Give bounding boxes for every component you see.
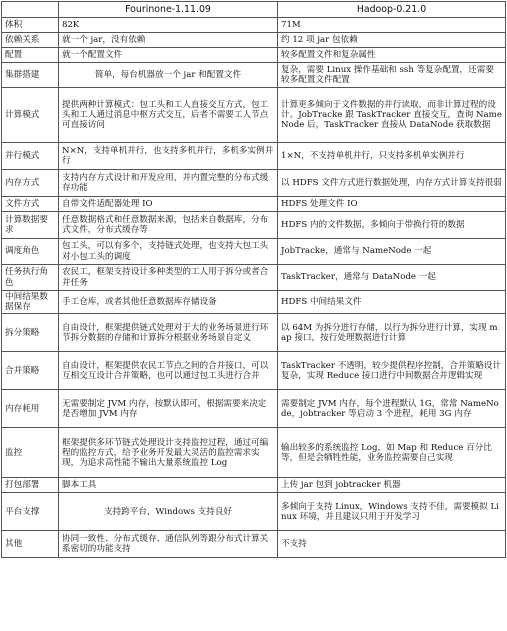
row-label: 依赖关系 [2,33,59,48]
row-label: 调度角色 [2,239,59,265]
table-row [2,63,506,88]
row-label: 计算数据要求 [2,212,59,239]
comparison-table [1,1,506,558]
fourinone-cell: 无需要制定 JVM 内存，按默认即可，根据需要来决定是否增加 JVM 内存 [59,390,278,428]
header-fourinone: Fourinone-1.11.09 [59,2,278,18]
table-row [2,428,506,478]
hadoop-cell: TaskTracker 不透明，较少提供程序控制，合并策略设计复杂，实现 Reduce 接口进行中间数据合并逻辑实现 [278,352,506,390]
hadoop-cell: 上传 jar 包到 jobtracker 机器 [278,478,506,493]
hadoop-cell: 计算更多倾向于文件数据的并行读取，而非计算过程的设计。JobTracke 跟 TaskTracker 直接交互，查询 NameNode 后，TaskTracker 直接从 DataNode 获取数据 [278,88,506,143]
fourinone-cell: 协同一致性、分布式缓存、通信队列等跟分布式计算关系密切的功能支持 [59,531,278,558]
row-label: 拆分策略 [2,314,59,352]
header-hadoop: Hadoop-0.21.0 [278,2,506,18]
row-label: 集群搭建 [2,63,59,88]
fourinone-cell: 自由设计，框架提供链式处理对于大的业务场景进行环节拆分数据的存储和计算拆分根据业务场景自定义 [59,314,278,352]
hadoop-cell: HDFS 处理文件 IO [278,197,506,212]
table-row [2,33,506,48]
row-label: 计算模式 [2,88,59,143]
fourinone-cell: 82K [59,18,278,33]
hadoop-cell: 以 64M 为拆分进行存储，以行为拆分进行计算，实现 map 接口，按行处理数据进行计算 [278,314,506,352]
table-row [2,314,506,352]
fourinone-cell: N×N，支持单机并行，也支持多机并行，多机多实例并行 [59,143,278,170]
table-row [2,143,506,170]
hadoop-cell: 多倾向于支持 Linux，Windows 支持不佳，需要模拟 Linux 环境，并且建议只用于开发学习 [278,493,506,531]
row-label: 中间结果数据保存 [2,291,59,314]
row-label: 平台支撑 [2,493,59,531]
hadoop-cell: 71M [278,18,506,33]
table-row [2,239,506,265]
table-row [2,170,506,197]
hadoop-cell: 1×N，不支持单机并行，只支持多机单实例并行 [278,143,506,170]
hadoop-cell: 复杂，需要 Linux 操作基础和 ssh 等复杂配置，还需要较多配置文件配置 [278,63,506,88]
table-row [2,478,506,493]
row-label: 其他 [2,531,59,558]
row-label: 打包部署 [2,478,59,493]
fourinone-cell: 就一个 jar，没有依赖 [59,33,278,48]
table-row [2,493,506,531]
table-header-row [2,2,506,18]
table-row [2,212,506,239]
fourinone-cell: 简单，每台机器放一个 jar 和配置文件 [59,63,278,88]
fourinone-cell: 包工头，可以有多个，支持链式处理，也支持大包工头对小包工头的调度 [59,239,278,265]
row-label: 并行模式 [2,143,59,170]
fourinone-cell: 手工仓库，或者其他任意数据库存储设备 [59,291,278,314]
table-row [2,48,506,63]
table-row [2,265,506,291]
hadoop-cell: 约 12 项 jar 包依赖 [278,33,506,48]
table-row [2,291,506,314]
table-row [2,531,506,558]
row-label: 文件方式 [2,197,59,212]
fourinone-cell: 支持跨平台，Windows 支持良好 [59,493,278,531]
fourinone-cell: 就一个配置文件 [59,48,278,63]
fourinone-cell: 自带文件适配器处理 IO [59,197,278,212]
table-row [2,197,506,212]
row-label: 合并策略 [2,352,59,390]
table-row [2,352,506,390]
table-row [2,18,506,33]
row-label: 配置 [2,48,59,63]
hadoop-cell: 较多配置文件和复杂属性 [278,48,506,63]
hadoop-cell: 不支持 [278,531,506,558]
table-row [2,390,506,428]
hadoop-cell: 输出较多的系统监控 Log，如 Map 和 Reduce 百分比等，但是会牺牲性能，业务监控需要自己实现 [278,428,506,478]
hadoop-cell: JobTracke，通常与 NameNode 一起 [278,239,506,265]
fourinone-cell: 脚本工具 [59,478,278,493]
row-label: 体积 [2,18,59,33]
fourinone-cell: 任意数据格式和任意数据来源，包括来自数据库，分布式文件，分布式缓存等 [59,212,278,239]
fourinone-cell: 农民工，框架支持设计多种类型的工人用于拆分或者合并任务 [59,265,278,291]
row-label: 内存耗用 [2,390,59,428]
table-row [2,88,506,143]
hadoop-cell: 以 HDFS 文件方式进行数据处理，内存方式计算支持很弱 [278,170,506,197]
fourinone-cell: 提供两种计算模式：包工头和工人直接交互方式，包工头和工人通过消息中枢方式交互，后者不需要工人节点可直接访问 [59,88,278,143]
row-label: 任务执行角色 [2,265,59,291]
row-label: 监控 [2,428,59,478]
hadoop-cell: HDFS 中间结果文件 [278,291,506,314]
row-label: 内存方式 [2,170,59,197]
hadoop-cell: TaskTracker，通常与 DataNode 一起 [278,265,506,291]
hadoop-cell: HDFS 内的文件数据，多倾向于带换行符的数据 [278,212,506,239]
fourinone-cell: 支持内存方式设计和开发应用，并内置完整的分布式缓存功能 [59,170,278,197]
fourinone-cell: 框架提供多环节链式处理设计支持监控过程，通过可编程的监控方式，给予业务开发最大灵活的监控需求实现，为追求高性能不输出大量系统监控 Log [59,428,278,478]
header-blank [2,2,59,18]
fourinone-cell: 自由设计，框架提供农民工节点之间的合并接口，可以互相交互设计合并策略，也可以通过包工头进行合并 [59,352,278,390]
hadoop-cell: 需要制定 JVM 内存，每个进程默认 1G，常常 NameNode，jobtracker 等启动 3 个进程，耗用 3G 内存 [278,390,506,428]
